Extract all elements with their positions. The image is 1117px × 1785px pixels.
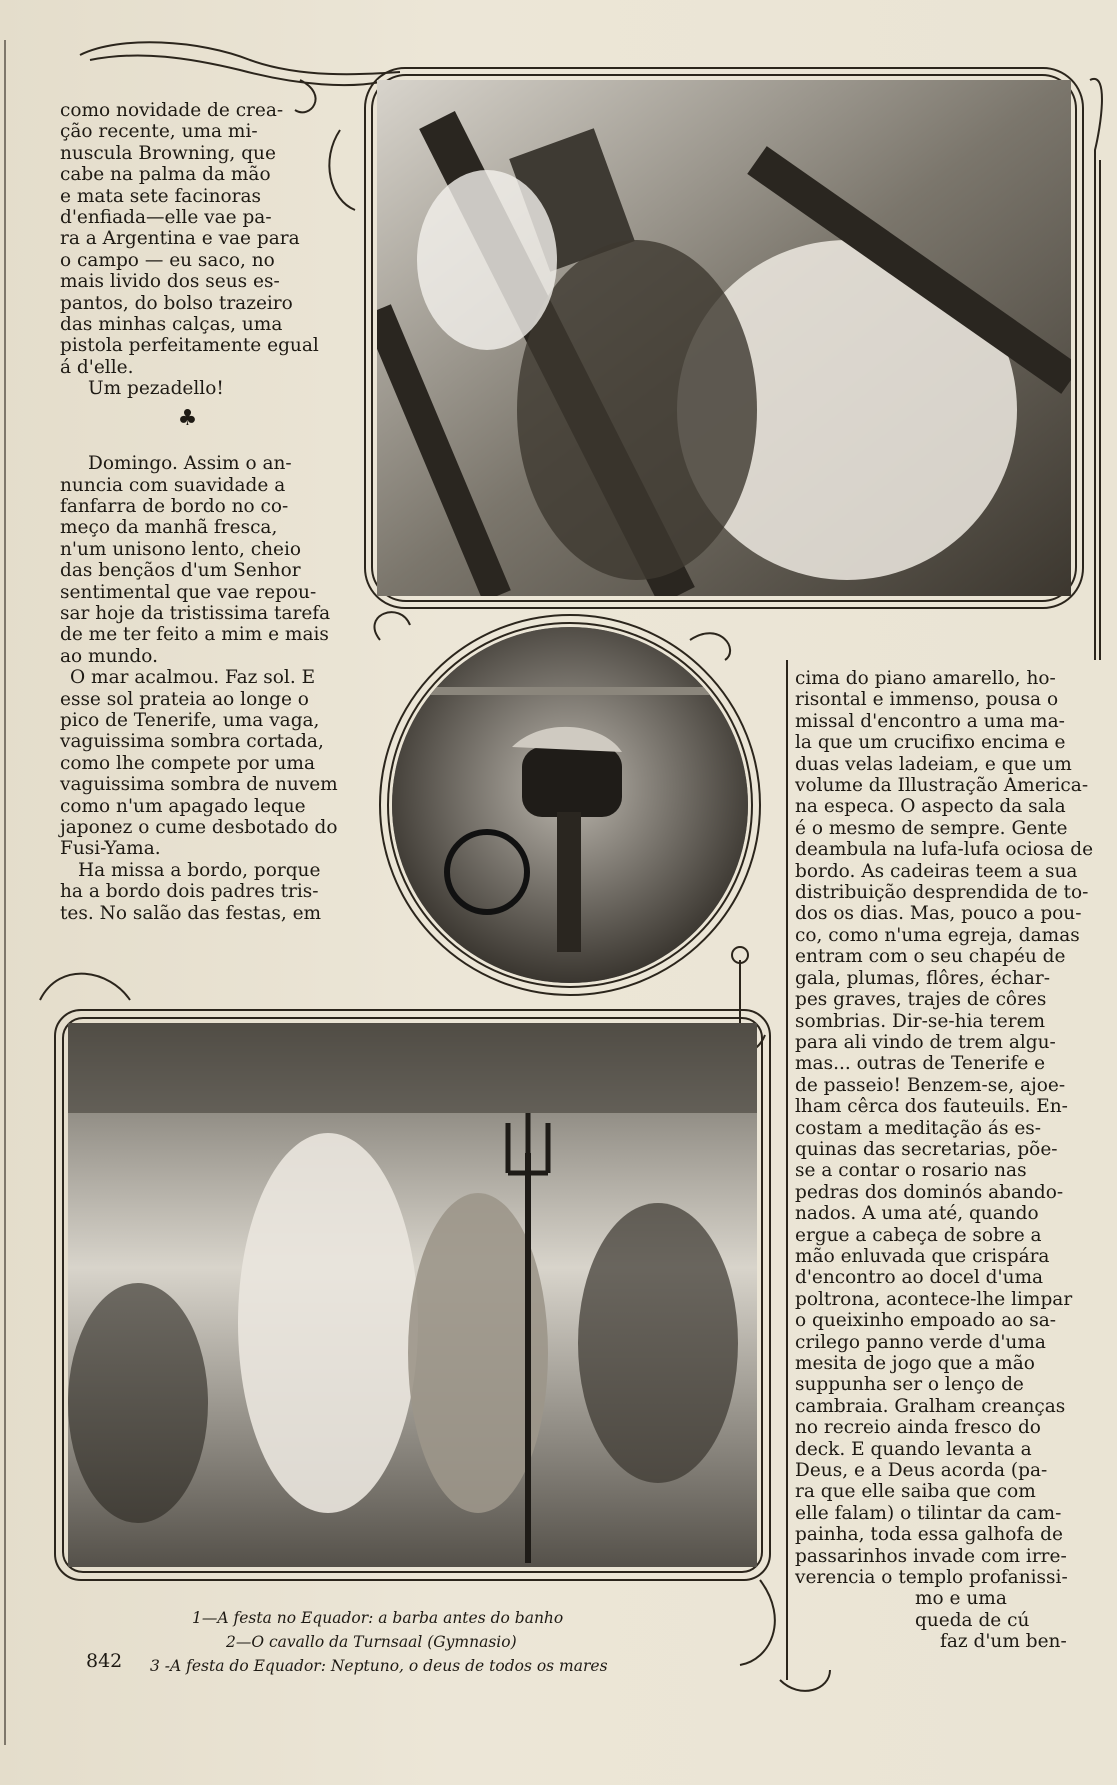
text-line: o queixinho empoado ao sa- [795, 1310, 1057, 1332]
paragraph-4 [60, 859, 322, 924]
text-line: pico de Tenerife, uma vaga, [60, 709, 320, 731]
text-line: la que um crucifixo encima e [795, 732, 1066, 754]
caption-1: 1—A festa no Equador: a barba antes do banho [192, 1609, 564, 1627]
right-text-column [795, 668, 1095, 1653]
text-line: vaguissima sombra cortada, [60, 731, 324, 753]
text-line: duas velas ladeiam, e que um [795, 753, 1072, 775]
text-line: tes. No salão das festas, em [60, 902, 322, 924]
text-line: nuncia com suavidade a [60, 474, 286, 496]
text-line: pistola perfeitamente egual [60, 335, 319, 357]
text-line: mo e uma [915, 1588, 1007, 1610]
text-line: cima do piano amarello, ho- [795, 668, 1056, 689]
text-line: como lhe compete por uma [60, 752, 316, 774]
text-line: pantos, do bolso trazeiro [60, 292, 293, 314]
text-line: na especa. O aspecto da sala [795, 796, 1066, 818]
text-line: é o mesmo de sempre. Gente [795, 817, 1068, 839]
text-line: sentimental que vae repou- [60, 581, 317, 603]
text-line: entram com o seu chapéu de [795, 946, 1066, 968]
page-edge-rule [4, 40, 6, 1745]
text-line: das minhas calças, uma [60, 314, 283, 336]
text-line: o campo — eu saco, no [60, 249, 275, 271]
text-line: como n'um apagado leque [60, 795, 306, 817]
text-line: mas... outras de Tenerife e [795, 1053, 1046, 1075]
text-line: ção recente, uma mi- [60, 121, 258, 143]
text-line: Fusi-Yama. [60, 838, 161, 860]
text-line: pes graves, trajes de côres [795, 989, 1047, 1011]
text-line: volume da Illustração America- [795, 775, 1089, 797]
clubs-separator-icon: ♣ [177, 405, 198, 431]
paragraph-2 [60, 453, 331, 667]
text-line: deck. E quando levanta a [795, 1438, 1032, 1460]
text-line: das bençãos d'um Senhor [60, 560, 301, 582]
text-line: ha a bordo dois padres tris- [60, 881, 319, 903]
paragraph-1 [60, 100, 319, 400]
text-line: ao mundo. [60, 645, 158, 667]
text-line: n'um unisono lento, cheio [60, 538, 302, 560]
text-line: sombrias. Dir-se-hia terem [795, 1010, 1046, 1032]
text-line: cabe na palma da mão [60, 164, 271, 186]
text-line: ra a Argentina e vae para [60, 228, 300, 250]
text-line: bordo. As cadeiras teem a sua [795, 860, 1078, 882]
text-line: queda de cú [915, 1609, 1030, 1631]
text-line: lham cêrca dos fauteuils. En- [795, 1096, 1068, 1118]
text-line: d'enfiada—elle vae pa- [60, 207, 272, 229]
text-line: fanfarra de bordo no co- [60, 495, 289, 517]
text-line: nados. A uma até, quando [795, 1203, 1039, 1225]
text-line: crilego panno verde d'uma [795, 1331, 1046, 1353]
page-number: 842 [86, 1650, 123, 1672]
text-line: d'encontro ao docel d'uma [795, 1267, 1044, 1289]
paragraph-3 [60, 667, 338, 860]
text-line: faz d'um ben- [940, 1631, 1067, 1653]
text-line: Ha missa a bordo, porque [78, 859, 321, 881]
text-line: e mata sete facinoras [60, 185, 262, 207]
text-line: distribuição desprendida de to- [795, 882, 1089, 904]
text-line: mais livido dos seus es- [60, 271, 280, 293]
text-line: para ali vindo de trem algu- [795, 1031, 1056, 1053]
text-line: risontal e immenso, pousa o [795, 689, 1059, 711]
text-line: Um pezadello! [88, 378, 224, 400]
photo-2-gym-horse [392, 627, 748, 983]
left-text-column [60, 100, 338, 924]
text-line: deambula na lufa-lufa ociosa de [795, 839, 1094, 861]
text-line: de me ter feito a mim e mais [60, 624, 329, 646]
text-line: gala, plumas, flôres, échar- [795, 967, 1050, 989]
photo-captions [150, 1606, 710, 1678]
text-line: japonez o cume desbotado do [60, 817, 338, 838]
text-line: pedras dos dominós abando- [795, 1181, 1064, 1203]
photo-3-neptune [68, 1023, 757, 1567]
text-line: O mar acalmou. Faz sol. E [70, 667, 316, 689]
text-line: á d'elle. [60, 356, 134, 378]
text-line: poltrona, acontece-lhe limpar [795, 1288, 1073, 1310]
text-line: meço da manhã fresca, [60, 517, 278, 539]
caption-2: 2—O cavallo da Turnsaal (Gymnasio) [226, 1633, 517, 1651]
text-line: co, como n'uma egreja, damas [795, 924, 1080, 946]
text-line: de passeio! Benzem-se, ajoe- [795, 1074, 1066, 1096]
text-line: ra que elle saiba que com [795, 1481, 1036, 1503]
text-line: quinas das secretarias, põe- [795, 1138, 1058, 1160]
caption-3: 3 -A festa do Equador: Neptuno, o deus de todos os mares [150, 1657, 608, 1675]
text-line: Domingo. Assim o an- [88, 453, 292, 475]
text-line: nuscula Browning, que [60, 142, 276, 164]
photo-1-equator-beard [377, 80, 1071, 596]
text-line: missal d'encontro a uma ma- [795, 710, 1065, 732]
text-line: costam a meditação ás es- [795, 1117, 1042, 1139]
text-line: ergue a cabeça de sobre a [795, 1224, 1042, 1246]
text-line: se a contar o rosario nas [795, 1160, 1027, 1182]
text-line: mesita de jogo que a mão [795, 1353, 1035, 1374]
text-line: no recreio ainda fresco do [795, 1417, 1041, 1439]
text-line: como novidade de crea- [60, 100, 284, 121]
text-line: suppunha ser o lenço de [795, 1374, 1024, 1396]
text-line: elle falam) o tilintar da cam- [795, 1502, 1062, 1524]
text-line: dos os dias. Mas, pouco a pou- [795, 903, 1082, 925]
text-line: sar hoje da tristissima tarefa [60, 602, 331, 624]
text-line: mão enluvada que crispára [795, 1245, 1050, 1267]
text-line: esse sol prateia ao longe o [60, 688, 309, 710]
text-line: Deus, e a Deus acorda (pa- [795, 1460, 1048, 1482]
text-line: passarinhos invade com irre- [795, 1545, 1067, 1567]
text-line: cambraia. Gralham creanças [795, 1395, 1066, 1417]
text-line: painha, toda essa galhofa de [795, 1524, 1063, 1546]
text-line: vaguissima sombra de nuvem [60, 774, 338, 796]
text-line: verencia o templo profanissi- [795, 1567, 1068, 1589]
